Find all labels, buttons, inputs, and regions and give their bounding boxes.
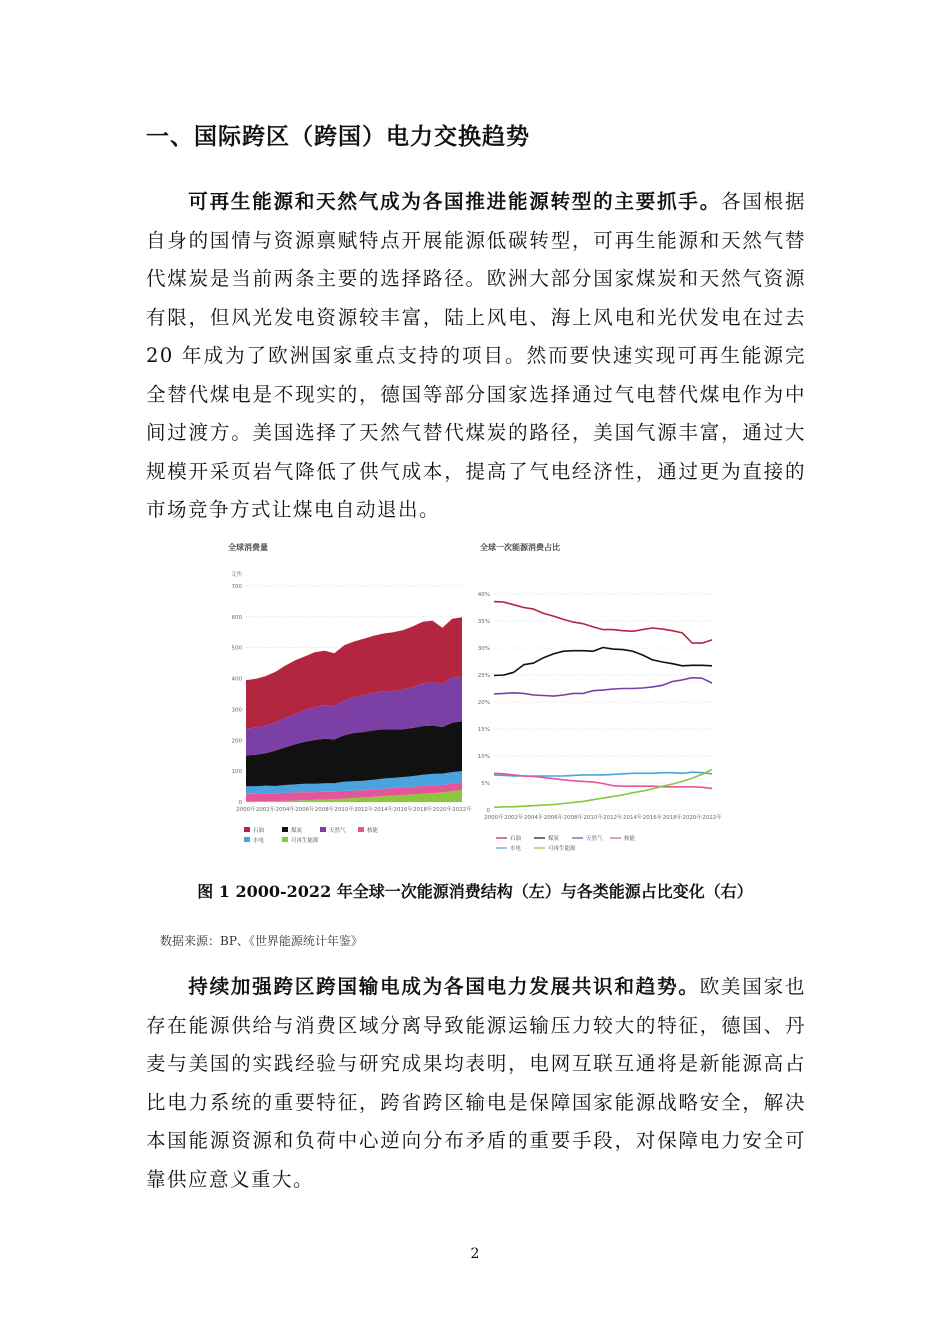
page-number: 2 [470,1246,480,1262]
right-xtick-label: 2000年 [484,815,504,821]
paragraph-1-lead: 可再生能源和天然气成为各国推进能源转型的主要抓手。 [188,190,722,213]
left-legend-swatch [282,837,288,842]
right-legend-label: 可再生能源 [548,846,576,852]
right-chart-title: 全球一次能源消费占比 [480,543,560,552]
left-ytick-label: 700 [231,584,242,590]
right-legend-label: 天然气 [586,836,603,842]
left-legend-label: 水电 [253,838,265,844]
left-chart-area [228,542,472,844]
right-xtick-label: 2016年 [642,815,663,821]
right-ytick-label: 15% [477,727,490,733]
right-ytick-label: 25% [477,673,490,679]
left-ytick-label: 400 [231,676,242,683]
right-legend-label: 石油 [510,836,522,842]
right-legend-label: 核能 [624,836,636,842]
right-ytick-label: 5% [481,781,490,787]
right-xtick-label: 2014年 [622,815,643,821]
left-legend-swatch [320,827,326,832]
left-legend-label: 核能 [367,828,379,834]
left-xtick-label: 2006年 [295,807,315,813]
right-xtick-label: 2010年 [583,815,603,821]
left-legend-swatch [244,837,250,842]
figure-charts [226,530,726,860]
right-series-煤炭 [494,648,712,676]
paragraph-1 [146,183,806,530]
left-ytick-label: 300 [231,707,242,714]
left-xtick-label: 2002年 [255,807,276,813]
left-xtick-label: 2008年 [314,807,335,813]
right-ytick-label: 20% [477,700,490,706]
right-series-天然气 [494,678,712,696]
left-xtick-label: 2020年 [432,807,453,813]
left-legend-label: 天然气 [329,828,346,834]
left-ytick-label: 600 [231,614,242,621]
paragraph-2 [146,968,806,1199]
left-xtick-label: 2010年 [334,807,354,813]
right-series-石油 [494,602,712,644]
left-xtick-label: 2022年 [452,807,472,813]
right-ytick-label: 35% [477,619,490,625]
right-xtick-label: 2006年 [543,815,564,821]
right-xtick-label: 2008年 [563,815,584,821]
section-heading: 一、国际跨区（跨国）电力交换趋势 [146,124,530,150]
left-ytick-label: 500 [231,645,242,652]
left-xtick-label: 2012年 [354,807,374,813]
left-chart-title: 全球消费量 [228,543,268,552]
left-xtick-label: 2000年 [236,807,256,813]
figure-1 [226,530,726,860]
right-xtick-label: 2022年 [702,815,722,821]
right-xtick-label: 2004年 [523,815,544,821]
paragraph-2-lead: 持续加强跨区跨国输电成为各国电力发展共识和趋势。 [188,975,700,998]
right-legend-label: 水电 [510,846,522,852]
left-legend-label: 煤炭 [291,828,303,834]
left-legend-swatch [282,827,288,832]
figure-caption: 图 1 2000-2022 年全球一次能源消费结构（左）与各类能源占比变化（右） [197,882,753,901]
left-chart-unit: 艾焦 [231,572,243,578]
left-ytick-label: 0 [238,800,242,806]
figure-source: 数据来源：BP、《世界能源统计年鉴》 [160,934,363,948]
paragraph-1-body: 各国根据自身的国情与资源禀赋特点开展能源低碳转型，可再生能源和天然气替代煤炭是当前两条主要的选择路径。欧洲大部分国家煤炭和天然气资源有限，但风光发电资源较丰富，陆上风电、海上风电和光伏发电在过去 20 年成为了欧洲国家重点支持的项目。然而要快速实现可再生能源完全替代煤电是不现实的，德国等部分国家选择通过气电替代煤电作为中间过渡方。美国选择了天然气替代煤炭的路径，美国气源丰富，通过大规模开采页岩气降低了供气成本，提高了气电经济性，通过更为直接的市场竞争方式让煤电自动退出。 [146,190,806,521]
right-ytick-label: 30% [477,646,490,652]
paragraph-2-body: 欧美国家也存在能源供给与消费区域分离导致能源运输压力较大的特征，德国、丹麦与美国的实践经验与研究成果均表明，电网互联互通将是新能源高占比电力系统的重要特征，跨省跨区输电是保障国家能源战略安全，解决本国能源资源和负荷中心逆向分布矛盾的重要手段，对保障电力安全可靠供应意义重大。 [146,975,806,1191]
left-legend-swatch [244,827,250,832]
left-xtick-label: 2018年 [412,807,433,813]
left-legend-label: 可再生能源 [291,838,319,844]
right-chart-line [478,542,722,852]
left-legend-label: 石油 [253,828,265,834]
right-ytick-label: 40% [477,592,490,598]
right-xtick-label: 2018年 [662,815,683,821]
left-ytick-label: 100 [231,769,242,776]
right-ytick-label: 0 [486,808,490,814]
left-xtick-label: 2016年 [393,807,413,813]
right-legend-label: 煤炭 [548,836,560,842]
right-xtick-label: 2012年 [603,815,623,821]
right-ytick-label: 10% [477,754,490,760]
left-xtick-label: 2004年 [275,807,296,813]
left-xtick-label: 2014年 [373,807,394,813]
left-legend-swatch [358,827,364,832]
right-xtick-label: 2020年 [682,815,702,821]
right-xtick-label: 2002年 [504,815,524,821]
left-ytick-label: 200 [231,738,242,745]
